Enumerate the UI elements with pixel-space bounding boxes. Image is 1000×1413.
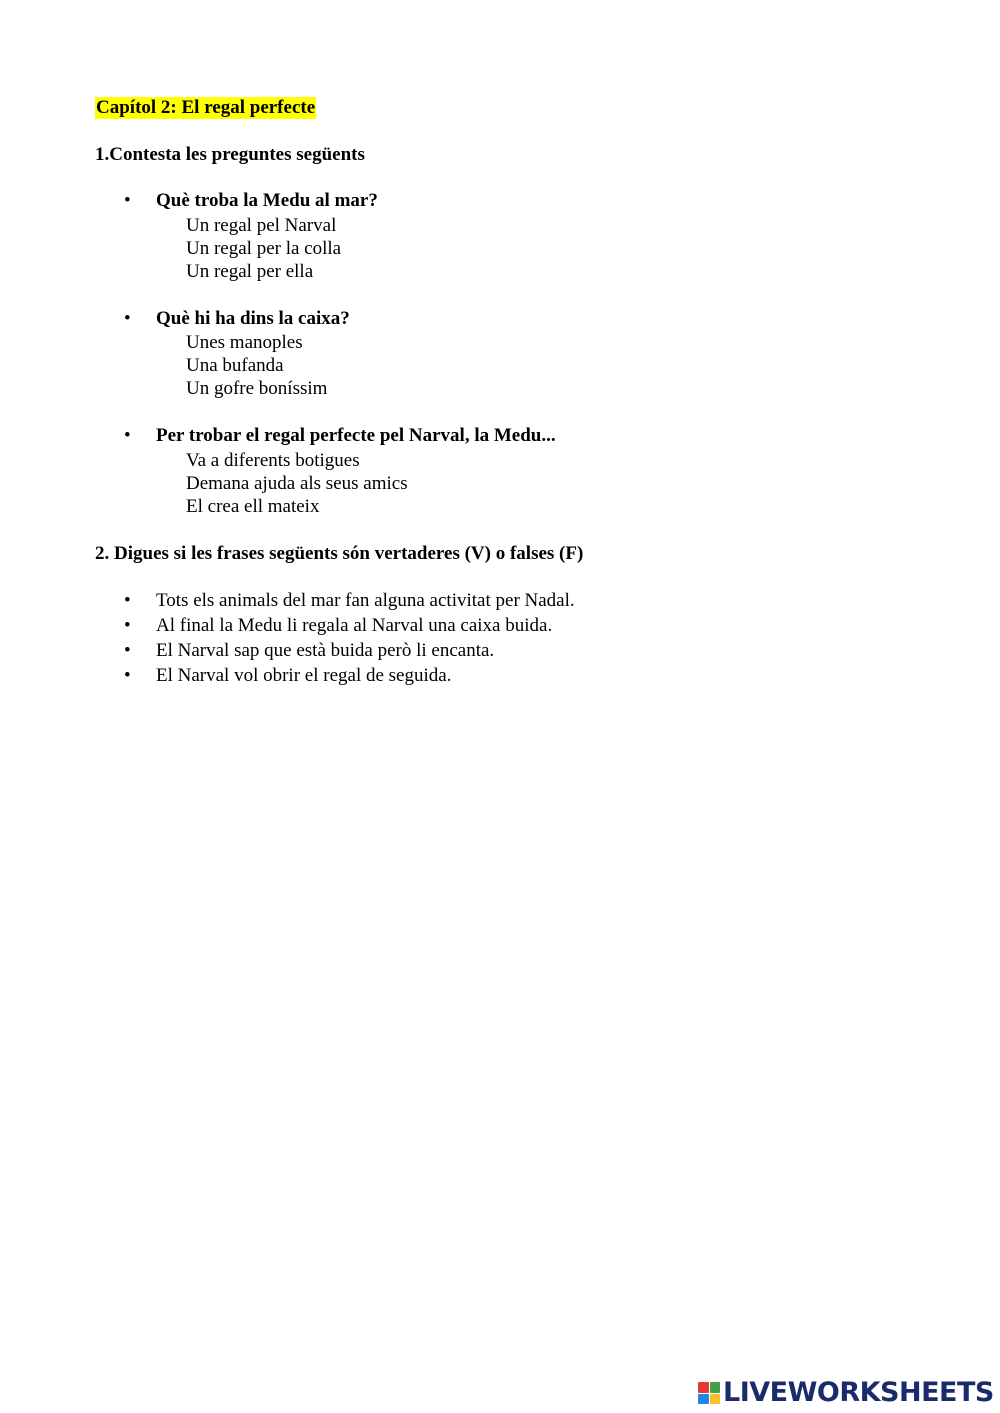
q2-option-2: Una bufanda xyxy=(186,355,284,376)
liveworksheets-logo xyxy=(698,1378,994,1408)
q1-option-3: Un regal per ella xyxy=(186,261,314,282)
q1-option-1: Un regal pel Narval xyxy=(186,215,337,236)
q3-option-3: El crea ell mateix xyxy=(186,496,320,517)
q3-option-2: Demana ajuda als seus amics xyxy=(186,473,408,494)
q2-option-1: Unes manoples xyxy=(186,332,303,353)
liveworksheets-logo-icon xyxy=(698,1382,720,1404)
page-title: Capítol 2: El regal perfecte xyxy=(96,97,316,118)
q1-option-2: Un regal per la colla xyxy=(186,238,342,259)
question-3: Per trobar el regal perfecte pel Narval, la Medu... xyxy=(156,425,556,446)
bullet: • xyxy=(124,308,131,329)
statement-4: El Narval vol obrir el regal de seguida. xyxy=(156,665,452,686)
bullet: • xyxy=(124,425,131,446)
bullet: • xyxy=(124,665,131,686)
statement-2: Al final la Medu li regala al Narval una caixa buida. xyxy=(156,615,553,636)
question-2: Què hi ha dins la caixa? xyxy=(156,308,350,329)
logo-tile-green xyxy=(710,1382,721,1393)
question-1: Què troba la Medu al mar? xyxy=(156,190,378,211)
logo-tile-red xyxy=(698,1382,709,1393)
section1-heading: 1.Contesta les preguntes següents xyxy=(95,144,365,165)
logo-tile-yellow xyxy=(710,1394,721,1405)
bullet: • xyxy=(124,590,131,611)
statement-1: Tots els animals del mar fan alguna activitat per Nadal. xyxy=(156,590,575,611)
statement-3: El Narval sap que està buida però li encanta. xyxy=(156,640,495,661)
bullet: • xyxy=(124,640,131,661)
section2-heading: 2. Digues si les frases següents són vertaderes (V) o falses (F) xyxy=(95,543,584,564)
bullet: • xyxy=(124,190,131,211)
bullet: • xyxy=(124,615,131,636)
q3-option-1: Va a diferents botigues xyxy=(186,450,360,471)
logo-text: LIVEWORKSHEETS xyxy=(723,1377,994,1408)
page-title-line xyxy=(95,96,316,119)
q2-option-3: Un gofre boníssim xyxy=(186,378,328,399)
logo-tile-blue xyxy=(698,1394,709,1405)
